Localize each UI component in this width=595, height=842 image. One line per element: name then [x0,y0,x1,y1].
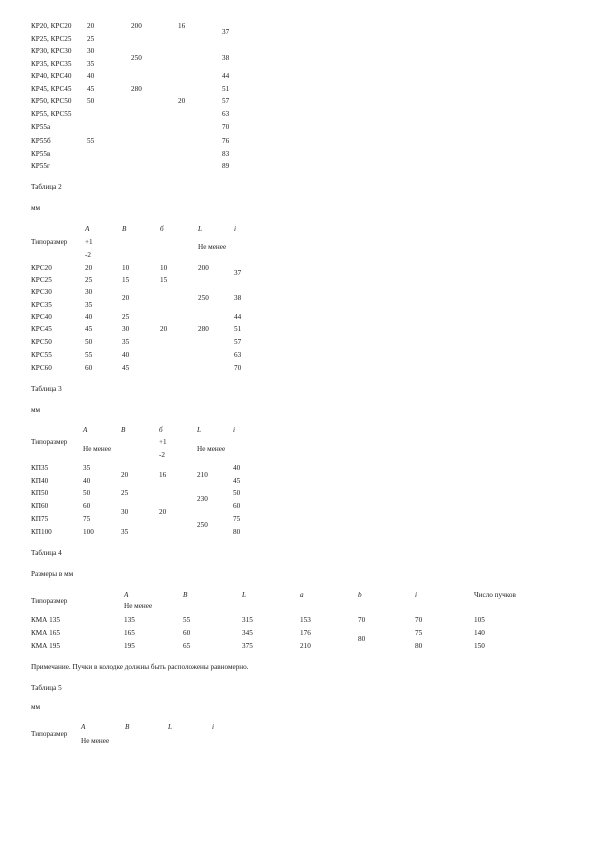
table5-header-name: Типоразмер [31,730,68,738]
table3-header-d: б [159,426,163,434]
table5-caption: Таблица 5 [31,684,62,692]
table1-row-a: 35 [87,60,95,68]
table2-row-a: 55 [85,351,93,359]
table4-header-e: b [358,591,362,599]
table3-caption: Таблица 3 [31,385,62,393]
table3-row-a: 35 [83,464,91,472]
table4-note: Примечание. Пучки в колодке должны быть расположены равномерно. [31,663,249,671]
table4-e-value: 80 [358,635,366,643]
table5-a-note: Не менее [81,737,110,745]
table4-row-i: 80 [415,642,423,650]
table4-row-d: 176 [300,629,311,637]
table2-row-a: 40 [85,313,93,321]
table4-header-a: А [124,591,129,599]
table1-row-a: 30 [87,47,95,55]
table3-b-value: 20 [121,471,129,479]
table4-caption: Таблица 4 [31,549,62,557]
table2-a-tolerance-minus: -2 [85,251,91,259]
table2-row-a: 20 [85,264,93,272]
table1-row-i: 44 [222,72,230,80]
table2-row-b: 40 [122,351,130,359]
table3-row-name: КП100 [31,528,52,536]
table2-row-a: 60 [85,364,93,372]
table3-b-value: 25 [121,489,129,497]
table4-row-name: КМА 135 [31,616,60,624]
table1-row-name: КР25, КРС25 [31,35,72,43]
table1-row-name: КР45, КРС45 [31,85,72,93]
table3-row-a: 50 [83,489,91,497]
table3-header-i: i [233,426,235,434]
table4-header-d: а [300,591,304,599]
table2-row-a: 35 [85,301,93,309]
table2-row-b: 30 [122,325,130,333]
table1-row-a: 20 [87,22,95,30]
table2-header-l: L [198,225,202,233]
table5-header-l: L [168,723,172,731]
table2-row-b: 35 [122,338,130,346]
table3-row-i: 60 [233,502,241,510]
table3-row-a: 100 [83,528,94,536]
table2-row-name: КРС60 [31,364,52,372]
table3-row-a: 75 [83,515,91,523]
table2-row-name: КРС25 [31,276,52,284]
table2-row-a: 25 [85,276,93,284]
table2-row-name: КРС40 [31,313,52,321]
table2-header-a: А [85,225,90,233]
table3-units: мм [31,406,41,414]
table4-row-b: 60 [183,629,191,637]
table3-row-name: КП40 [31,477,49,485]
table1-row-d: 20 [178,97,186,105]
table3-b-value: 30 [121,508,129,516]
table4-row-a: 195 [124,642,135,650]
table2-row-b: 25 [122,313,130,321]
table2-row-b: 45 [122,364,130,372]
table2-row-a: 30 [85,288,93,296]
table3-header-a: А [83,426,88,434]
table1-row-b: 280 [131,85,142,93]
table3-row-a: 60 [83,502,91,510]
table2-row-a: 45 [85,325,93,333]
table4-units: Размеры в мм [31,570,74,578]
table5-units: мм [31,703,41,711]
table2-row-d: 10 [160,264,168,272]
table2-row-name: КРС30 [31,288,52,296]
table4-row-b: 55 [183,616,191,624]
table1-row-b: 200 [131,22,142,30]
table4-row-name: КМА 165 [31,629,60,637]
table1-row-b: 250 [131,54,142,62]
table3-header-l: L [197,426,201,434]
table2-row-name: КРС20 [31,264,52,272]
table4-header-name: Типоразмер [31,597,68,605]
table1-row-a: 55 [87,137,95,145]
table5-header-a: А [81,723,86,731]
table4-row-d: 153 [300,616,311,624]
table4-header-l: L [242,591,246,599]
table2-row-i: 37 [234,269,242,277]
table2-header-name: Типоразмер [31,238,68,246]
table4-e-value: 70 [358,616,366,624]
table4-row-i: 70 [415,616,423,624]
table3-l-value: 230 [197,495,208,503]
table2-row-b: 15 [122,276,130,284]
table4-row-bundles: 150 [474,642,485,650]
table2-l-note: Не менее [198,243,227,251]
table1-row-a: 40 [87,72,95,80]
table1-row-name: КР55б [31,137,51,145]
table2-row-i: 63 [234,351,242,359]
table3-row-i: 45 [233,477,241,485]
table3-row-name: КП35 [31,464,49,472]
table4-row-b: 65 [183,642,191,650]
table3-d-value: 20 [159,508,167,516]
table2-row-b: 10 [122,264,130,272]
table1-row-i: 70 [222,123,230,131]
table1-row-name: КР35, КРС35 [31,60,72,68]
table3-row-i: 80 [233,528,241,536]
table1-row-name: КР40, КРС40 [31,72,72,80]
table2-l-merged: 250 [198,294,209,302]
table2-row-i: 38 [234,294,242,302]
table1-row-name: КР50, КРС50 [31,97,72,105]
table3-row-i: 75 [233,515,241,523]
table2-caption: Таблица 2 [31,183,62,191]
table1-row-name: КР55, КРС55 [31,110,72,118]
table3-row-i: 50 [233,489,241,497]
table2-header-b: B [122,225,127,233]
table2-row-a: 50 [85,338,93,346]
table1-row-i: 63 [222,110,230,118]
table4-row-i: 75 [415,629,423,637]
table2-header-d: б [160,225,164,233]
table4-row-l: 315 [242,616,253,624]
table3-d-tolerance-minus: -2 [159,451,165,459]
table2-row-d: 15 [160,276,168,284]
table1-row-a: 25 [87,35,95,43]
table3-l-value: 210 [197,471,208,479]
table3-l-value: 250 [197,521,208,529]
table3-l-note: Не менее [197,445,226,453]
table2-header-i: i [234,225,236,233]
table1-row-i: 51 [222,85,230,93]
table2-row-i: 44 [234,313,242,321]
table3-row-name: КП50 [31,489,49,497]
table4-row-l: 345 [242,629,253,637]
table2-row-i: 70 [234,364,242,372]
table3-row-name: КП60 [31,502,49,510]
table2-row-name: КРС35 [31,301,52,309]
table1-row-i: 38 [222,54,230,62]
table4-row-d: 210 [300,642,311,650]
table3-header-name: Типоразмер [31,438,68,446]
table4-row-bundles: 105 [474,616,485,624]
table5-header-i: i [212,723,214,731]
table3-a-note: Не менее [83,445,112,453]
table1-row-i: 89 [222,162,230,170]
table2-row-name: КРС55 [31,351,52,359]
table3-row-name: КП75 [31,515,49,523]
table1-row-name: КР20, КРС20 [31,22,72,30]
table2-row-name: КРС50 [31,338,52,346]
table2-row-l: 280 [198,325,209,333]
table1-merged-i: 37 [222,28,230,36]
table2-row-i: 57 [234,338,242,346]
table4-header-bundles: Число пучков [474,591,516,599]
table1-row-i: 76 [222,137,230,145]
table5-header-b: B [125,723,130,731]
table2-row-i: 51 [234,325,242,333]
table3-row-i: 40 [233,464,241,472]
table1-row-name: КР55в [31,150,51,158]
table2-units: мм [31,204,41,212]
table2-b-merged: 20 [122,294,130,302]
table4-row-a: 165 [124,629,135,637]
table2-row-l: 200 [198,264,209,272]
table3-header-b: B [121,426,126,434]
table4-header-i: i [415,591,417,599]
table3-b-value: 35 [121,528,129,536]
table1-row-a: 50 [87,97,95,105]
table1-row-i: 83 [222,150,230,158]
table4-row-l: 375 [242,642,253,650]
table3-d-value: 16 [159,471,167,479]
table1-row-name: КР30, КРС30 [31,47,72,55]
table1-row-i: 57 [222,97,230,105]
table4-row-a: 135 [124,616,135,624]
table2-row-name: КРС45 [31,325,52,333]
table4-row-name: КМА 195 [31,642,60,650]
table4-row-bundles: 140 [474,629,485,637]
table1-row-name: КР55а [31,123,51,131]
table4-a-note: Не менее [124,602,153,610]
table2-row-d: 20 [160,325,168,333]
table1-row-d: 16 [178,22,186,30]
table2-a-tolerance-plus: +1 [85,238,93,246]
table4-header-b: B [183,591,188,599]
table3-d-tolerance-plus: +1 [159,438,167,446]
table1-row-name: КР55г [31,162,50,170]
table3-row-a: 40 [83,477,91,485]
table1-row-a: 45 [87,85,95,93]
